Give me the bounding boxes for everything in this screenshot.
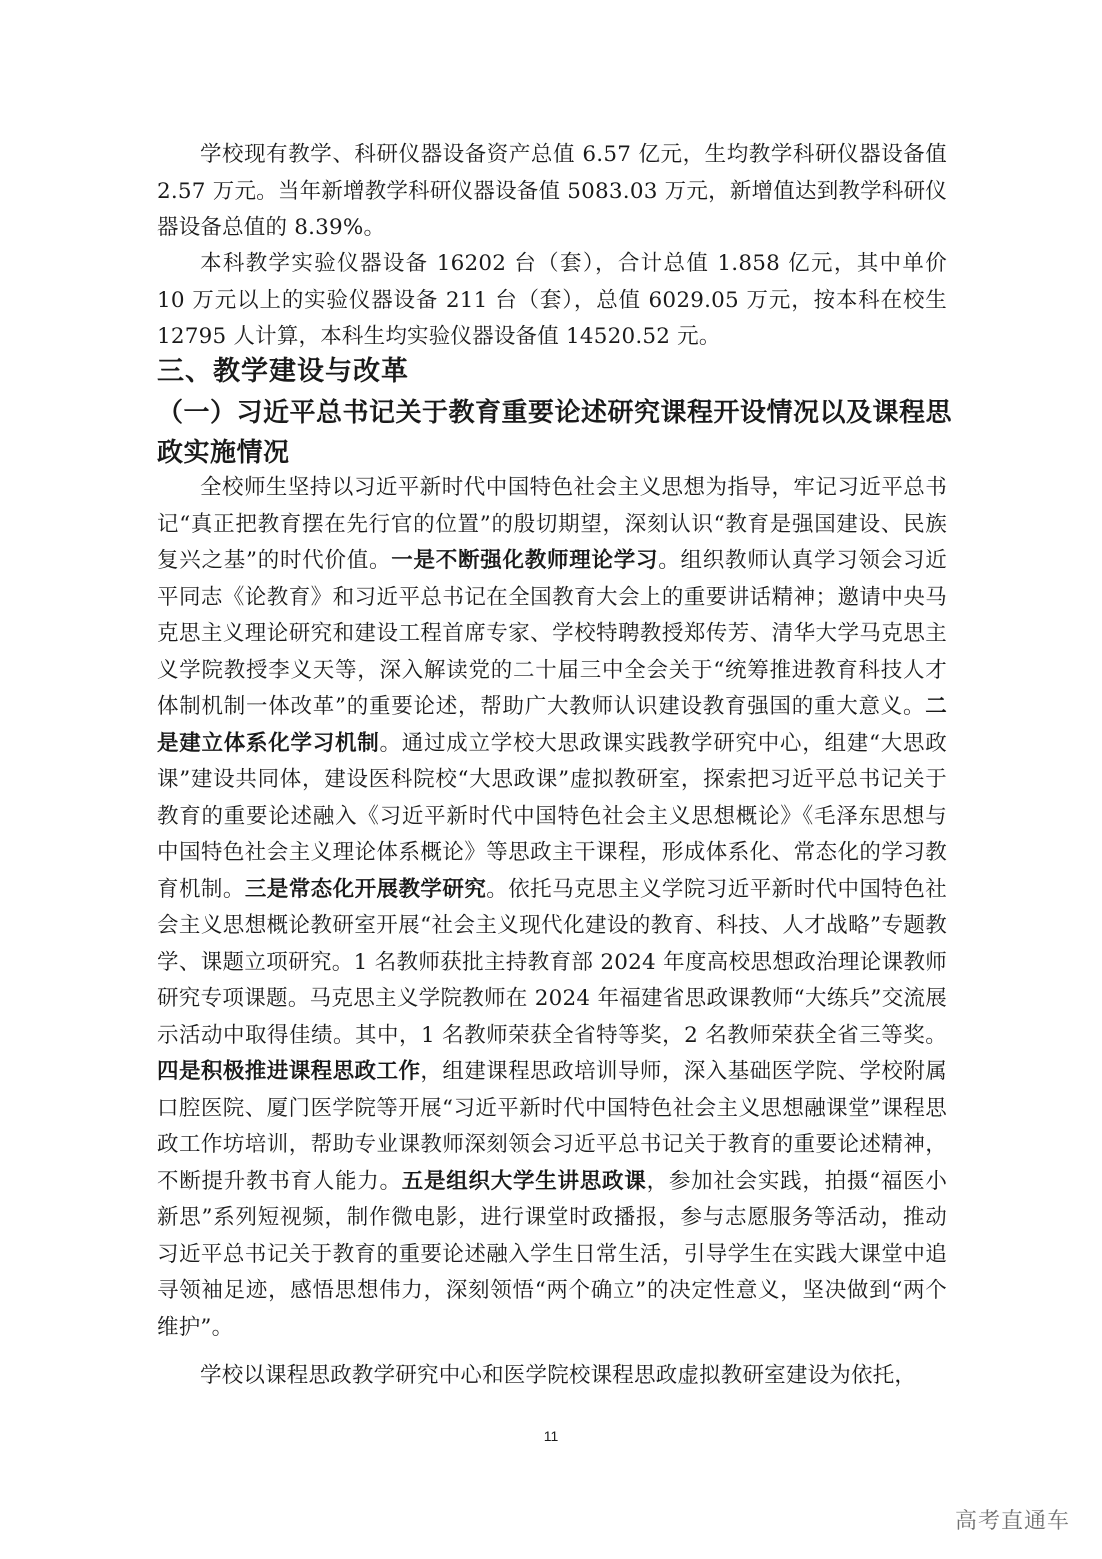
bold-point-five: 五是组织大学生讲思政课 — [401, 1168, 647, 1194]
paragraph-course-ideology-center: 学校以课程思政教学研究中心和医学院校课程思政虚拟教研室建设为依托， — [200, 1363, 917, 1388]
paragraph-ideological-education — [157, 470, 947, 1346]
subsection-heading: （一）习近平总书记关于教育重要论述研究课程开设情况以及课程思政实施情况 — [157, 398, 953, 468]
text-segment: 全校师生坚持以习近平新时代中国特色社会主义思想为指导，牢记习近平总书记“真正把教育摆在先行官的位置”的殷切期望，深刻认识“教育是强国建设、民族复兴之基”的时代价值。 — [157, 475, 947, 573]
page-number: 11 — [543, 1428, 559, 1444]
paragraph-equipment-assets: 学校现有教学、科研仪器设备资产总值 6.57 亿元，生均教学科研仪器设备值 2.57 万元。当年新增教学科研仪器设备值 5083.03 万元，新增值达到教学科研仪器设备总值的 8.39%。 — [157, 142, 947, 240]
text-segment: ，组建课程思政培训导师，深入基础医学院、学校附属口腔医院、厦门医学院等开展“习近平新时代中国特色社会主义思想融课堂”课程思政工作坊培训，帮助专业课教师深刻领会习近平总书记关于教育的重要论述精神，不断提升教书育人能力。 — [157, 1059, 947, 1194]
paragraph-lab-equipment: 本科教学实验仪器设备 16202 台（套），合计总值 1.858 亿元，其中单价 10 万元以上的实验仪器设备 211 台（套），总值 6029.05 万元，按本科在校生 12795 人计算，本科生均实验仪器设备值 14520.52 元。 — [157, 251, 947, 349]
bold-point-three: 三是常态化开展教学研究 — [244, 876, 487, 902]
watermark-text: 高考直通车 — [954, 1509, 1070, 1534]
bold-point-two: 二是建立体系化学习机制 — [157, 694, 947, 756]
text-segment: ，参加社会实践，拍摄“福医小新思”系列短视频，制作微电影，进行课堂时政播报，参与志愿服务等活动，推动习近平总书记关于教育的重要论述融入学生日常生活，引导学生在实践大课堂中追寻领袖足迹，感悟思想伟力，深刻领悟“两个确立”的决定性意义，坚决做到“两个维护”。 — [157, 1168, 948, 1340]
bold-point-one: 一是不断强化教师理论学习 — [391, 548, 659, 573]
section-heading: 三、教学建设与改革 — [157, 356, 409, 387]
text-segment: 。通过成立学校大思政课实践教学研究中心，组建“大思政课”建设共同体，建设医科院校“大思政课”虚拟教研室，探索把习近平总书记关于教育的重要论述融入《习近平新时代中国特色社会主义思想概论》《毛泽东思想与中国特色社会主义理论体系概论》等思政主干课程，形成体系化、常态化的学习教育机制。 — [157, 730, 947, 902]
bold-point-four: 四是积极推进课程思政工作 — [157, 1059, 421, 1084]
text-segment: 。组织教师认真学习领会习近平同志《论教育》和习近平总书记在全国教育大会上的重要讲话精神；邀请中央马克思主义理论研究和建设工程首席专家、学校特聘教授郑传芳、清华大学马克思主义学院教授李义天等，深入解读党的二十届三中全会关于“统筹推进教育科技人才体制机制一体改革”的重要论述，帮助广大教师认识建设教育强国的重大意义。 — [157, 548, 947, 719]
text-segment: 。依托马克思主义学院习近平新时代中国特色社会主义思想概论教研室开展“社会主义现代化建设的教育、科技、人才战略”专题教学、课题立项研究。1 名教师获批主持教育部 2024 年度高校思想政治理论课教师研究专项课题。马克思主义学院教师在 2024 年福建省思政课教师“大练兵”交流展示活动中取得佳绩。其中，1 名教师荣获全省特等奖，2 名教师荣获全省三等奖。 — [157, 876, 948, 1048]
